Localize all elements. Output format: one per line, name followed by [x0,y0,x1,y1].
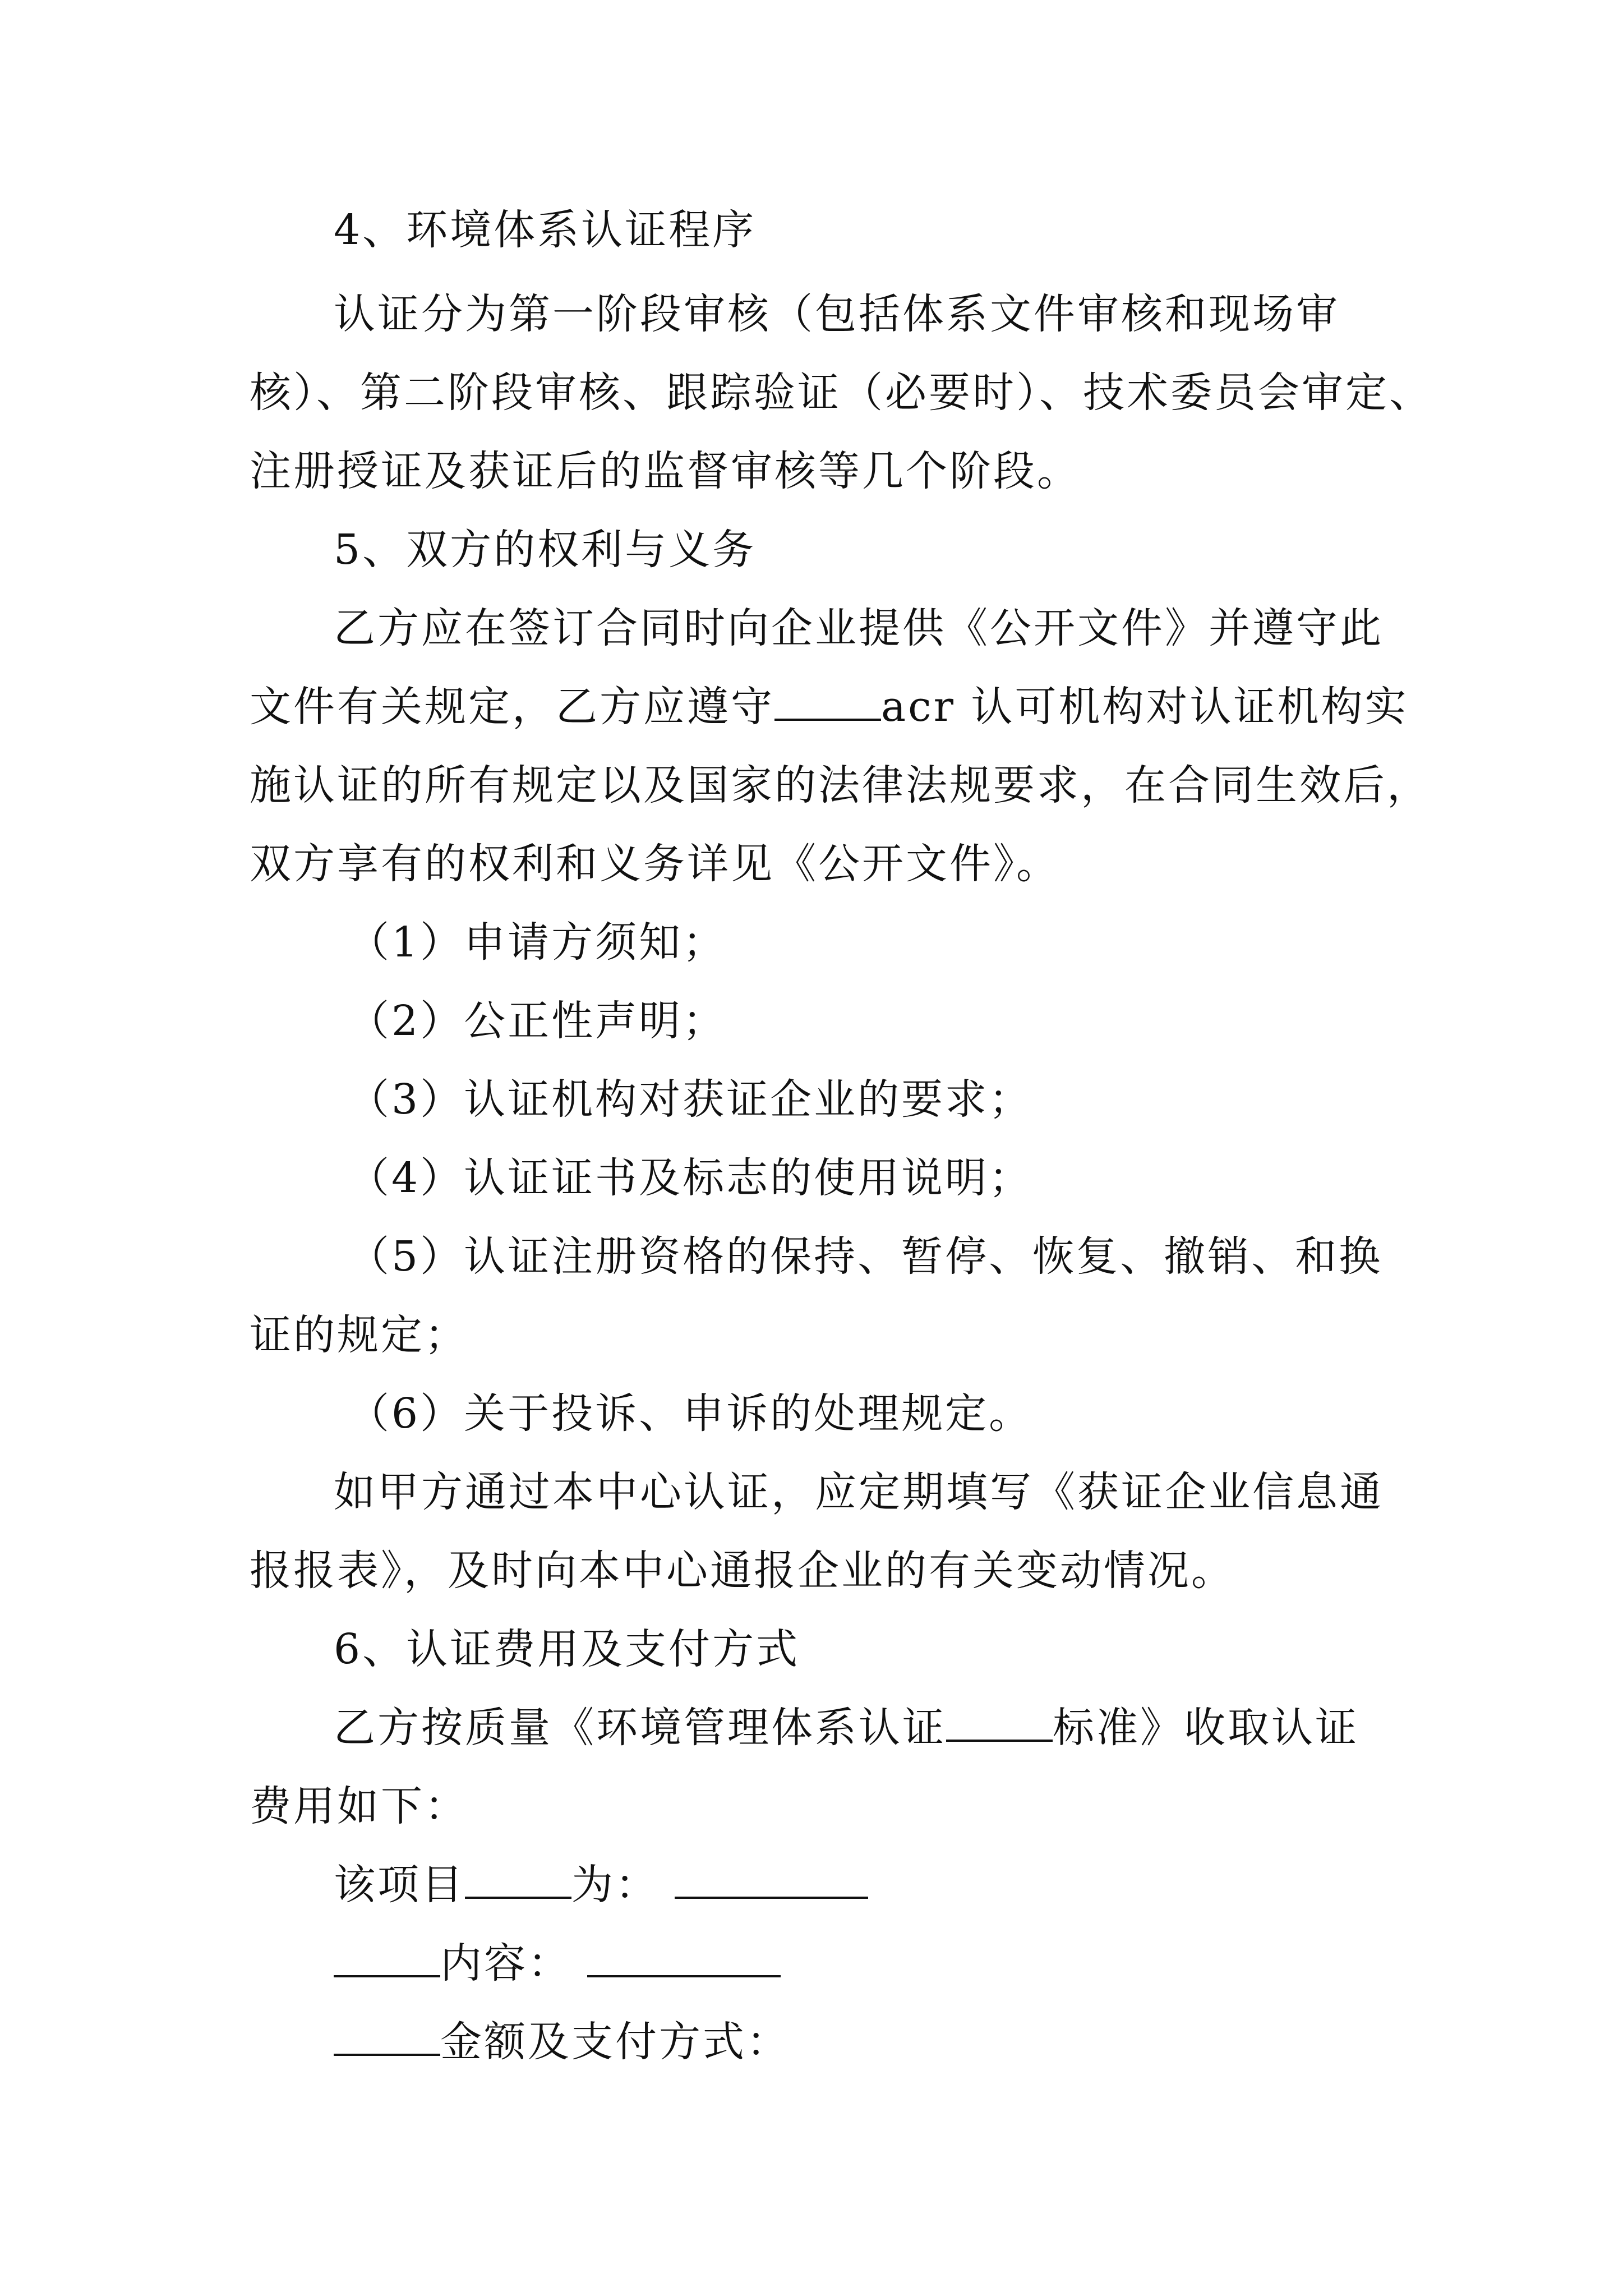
paragraph-line: 双方享有的权利和义务详见《公开文件》。 [250,840,1060,888]
fill-blank [946,1700,1053,1742]
form-line: 金额及支付方式： [0,2014,1623,2070]
paragraph-line: 费用如下： [250,1782,468,1830]
fill-blank [587,1936,781,1977]
list-item: （3）认证机构对获证企业的要求； [348,1075,1033,1124]
fill-blank [334,2014,440,2056]
section-heading-6: 6、认证费用及支付方式 [334,1625,800,1673]
paragraph-line: 核）、第二阶段审核、跟踪验证（必要时）、技术委员会审定、 [250,369,1433,417]
list-item: （1）申请方须知； [348,918,727,967]
paragraph-line: 文件有关规定，乙方应遵守 acr 认可机构对认证机构实 [0,679,1623,735]
fill-blank [774,679,881,721]
paragraph-line: 报报表》，及时向本中心通报企业的有关变动情况。 [250,1547,1235,1595]
section-heading-5: 5、双方的权利与义务 [334,526,757,574]
paragraph-line: 注册授证及获证后的监督审核等几个阶段。 [250,447,1081,495]
fill-blank [675,1857,868,1899]
paragraph-line: 施认证的所有规定以及国家的法律法规要求，在合同生效后， [250,761,1431,809]
section-heading-4: 4、环境体系认证程序 [334,206,757,254]
paragraph-line: 认证分为第一阶段审核（包括体系文件审核和现场审 [334,290,1340,338]
list-item: （2）公正性声明； [348,997,727,1045]
form-line: 内容： [0,1935,1623,1991]
paragraph-line: 乙方按质量《环境管理体系认证 标准》收取认证 [0,1700,1623,1756]
paragraph-line: 如甲方通过本中心认证，应定期填写《获证企业信息通 [334,1468,1384,1516]
list-item: （4）认证证书及标志的使用说明； [348,1154,1033,1202]
list-item: （6）关于投诉、申诉的处理规定。 [348,1389,1033,1438]
fill-blank [334,1936,440,1977]
list-item-continuation: 证的规定； [250,1311,468,1359]
fill-blank [465,1857,571,1899]
paragraph-line: 乙方应在签订合同时向企业提供《公开文件》并遵守此 [334,604,1384,652]
form-line: 该项目 为： [0,1857,1623,1913]
list-item: （5）认证注册资格的保持、暂停、恢复、撤销、和换 [348,1232,1383,1281]
